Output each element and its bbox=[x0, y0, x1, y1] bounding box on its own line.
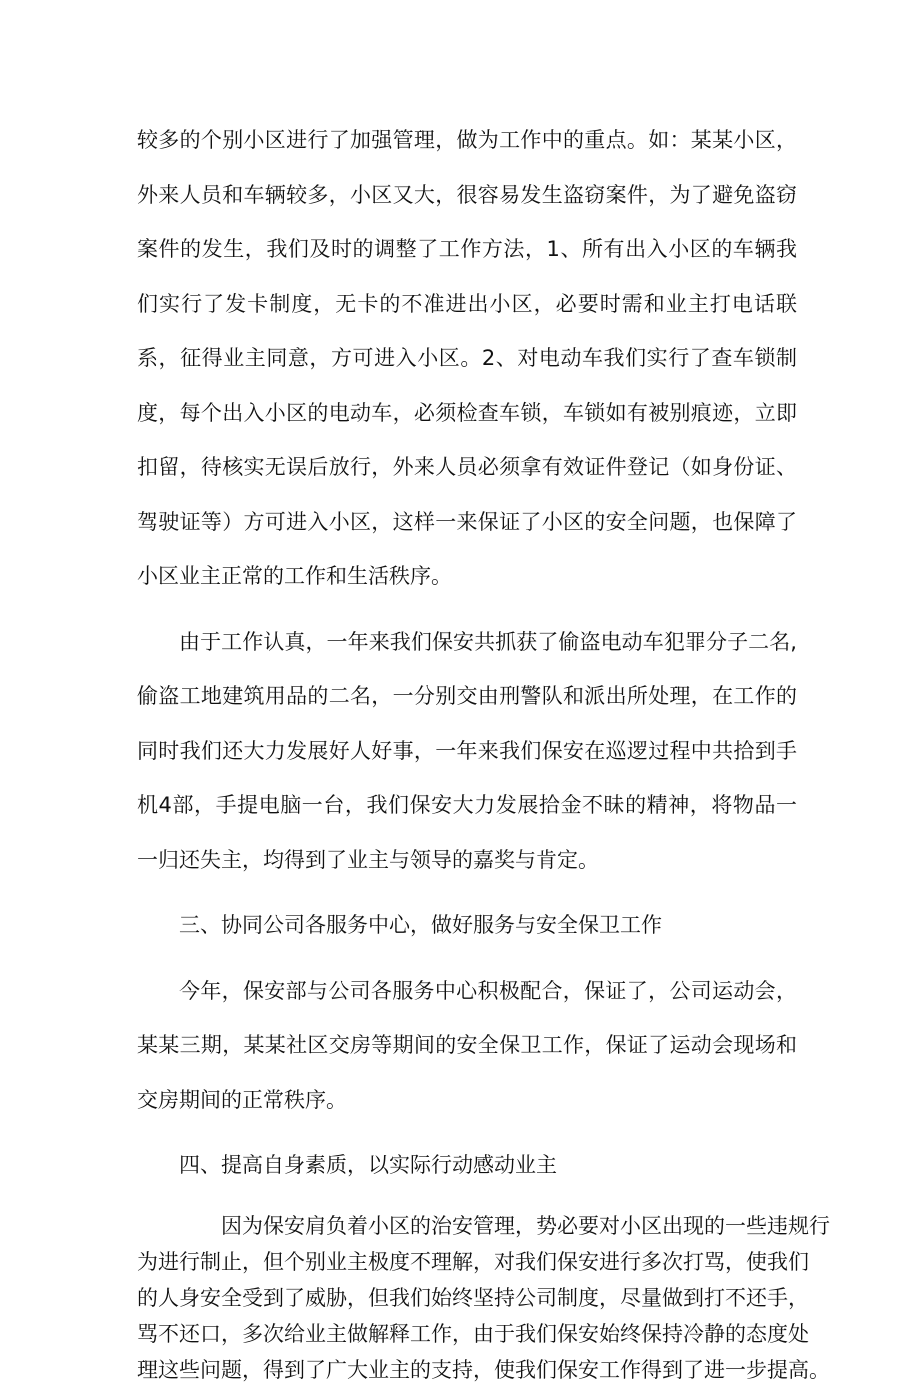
paragraph-community-management: 较多的个别小区进行了加强管理，做为工作中的重点。如：某某小区，外来人员和车辆较多，小区又大，很容易发生盗窃案件，为了避免盗窃案件的发生，我们及时的调整了工作方法，1、所有出入小区的车辆我们实行了发卡制度，无卡的不准进出小区，必要时需和业主打电话联系，征得业主同意，方可进入小区。2、对电动车我们实行了查车锁制度，每个出入小区的电动车，必须检查车锁，车锁如有被别痕迹，立即扣留，待核实无误后放行，外来人员必须拿有效证件登记（如身份证、驾驶证等）方可进入小区，这样一来保证了小区的安全问题，也保障了小区业主正常的工作和生活秩序。 bbox=[137, 128, 797, 588]
paragraph-line: 的人身安全受到了威胁，但我们始终坚持公司制度，尽量做到打不还手， bbox=[137, 1285, 809, 1310]
paragraph-achievements: 由于工作认真，一年来我们保安共抓获了偷盗电动车犯罪分子二名,偷盗工地建筑用品的二名，一分别交由刑警队和派出所处理，在工作的同时我们还大力发展好人好事，一年来我们保安在巡逻过程中共拾到手机4部，手提电脑一台，我们保安大力发展拾金不昧的精神，将物品一一归还失主，均得到了业主与领导的嘉奖与肯定。 bbox=[137, 629, 797, 872]
section-heading-3: 三、协同公司各服务中心，做好服务与安全保卫工作 bbox=[179, 913, 662, 937]
paragraph-cooperation: 今年，保安部与公司各服务中心积极配合，保证了，公司运动会，某某三期，某某社区交房等期间的安全保卫工作，保证了运动会现场和交房期间的正常秩序。 bbox=[137, 978, 797, 1112]
document-body bbox=[137, 113, 830, 1388]
paragraph-line: 因为保安肩负着小区的治安管理，势必要对小区出现的一些违规行 bbox=[221, 1213, 830, 1238]
paragraph-line: 骂不还口，多次给业主做解释工作，由于我们保安始终保持冷静的态度处 bbox=[137, 1321, 809, 1346]
paragraph-line: 理这些问题，得到了广大业主的支持，使我们保安工作得到了进一步提高。 bbox=[137, 1357, 830, 1382]
paragraph-self-improvement bbox=[137, 1208, 830, 1388]
paragraph-line: 为进行制止，但个别业主极度不理解，对我们保安进行多次打骂，使我们 bbox=[137, 1249, 809, 1274]
section-heading-4: 四、提高自身素质，以实际行动感动业主 bbox=[179, 1153, 557, 1177]
